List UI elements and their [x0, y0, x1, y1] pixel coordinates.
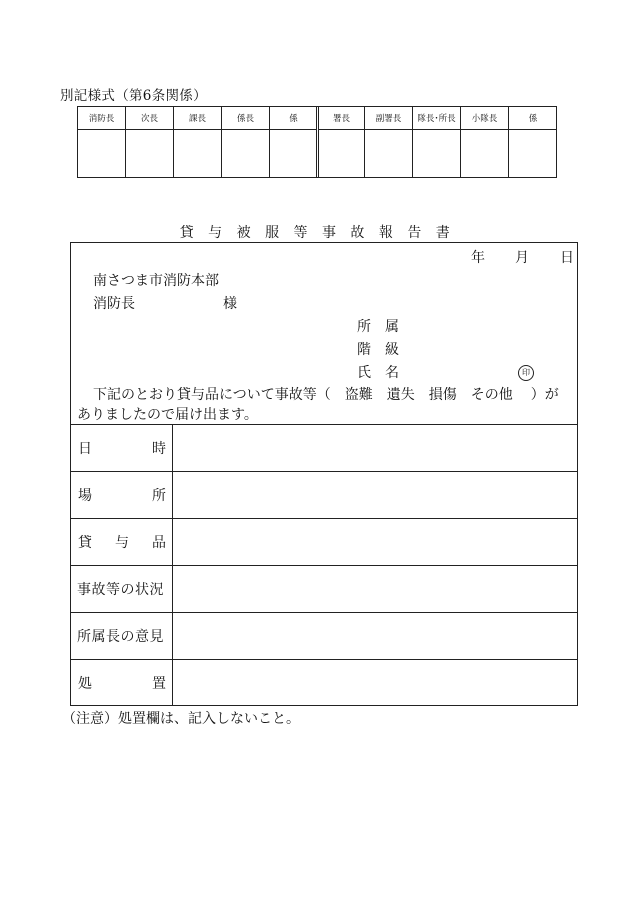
- situation-field[interactable]: [173, 566, 578, 613]
- row-label-item: 貸 与 品: [71, 519, 173, 566]
- date-day[interactable]: 日: [560, 250, 574, 266]
- request-section: [71, 243, 577, 425]
- stamp-header: 次長: [126, 107, 173, 130]
- stamp-cell[interactable]: [412, 107, 460, 177]
- stamp-header: 小隊長: [461, 107, 508, 130]
- rank-label: 階 級: [357, 342, 399, 358]
- stamp-cell[interactable]: [221, 107, 269, 177]
- body-line1: 下記のとおり貸与品について事故等（ 盗難 遺失 損傷 その他 ）が: [93, 387, 559, 403]
- form-heading: 別記様式（第6条関係）: [60, 88, 207, 104]
- stamp-cell[interactable]: [125, 107, 173, 177]
- stamp-cell[interactable]: [460, 107, 508, 177]
- stamp-header: 隊長･所長: [413, 107, 460, 130]
- report-form: [70, 242, 578, 706]
- table-row: [71, 472, 577, 519]
- option-other[interactable]: その他: [470, 387, 513, 403]
- stamp-cell[interactable]: [269, 107, 317, 177]
- stamp-cell[interactable]: [173, 107, 221, 177]
- stamp-cell[interactable]: [364, 107, 412, 177]
- row-label-opinion: 所属長の意見: [71, 613, 173, 660]
- stamp-header: 署長: [319, 107, 364, 130]
- opinion-field[interactable]: [173, 613, 578, 660]
- table-row: [71, 613, 577, 660]
- stamp-cell[interactable]: [78, 107, 125, 177]
- addressee-title: 消防長: [93, 296, 135, 312]
- addressee-honorific: 様: [223, 296, 237, 312]
- option-loss[interactable]: 遺失: [386, 387, 415, 403]
- row-label-situation: 事故等の状況: [71, 566, 173, 613]
- detail-table: [71, 424, 577, 706]
- stamp-header: 消防長: [78, 107, 125, 130]
- stamp-cell[interactable]: [508, 107, 557, 177]
- seal-mark: 印: [518, 363, 534, 381]
- table-row: [71, 519, 577, 566]
- affiliation-label: 所 属: [357, 319, 399, 335]
- stamp-cell[interactable]: [316, 107, 364, 177]
- name-label: 氏 名: [357, 365, 399, 381]
- body-line2: ありましたので届け出ます。: [77, 407, 258, 423]
- option-damage[interactable]: 損傷: [428, 387, 457, 403]
- stamp-header: 係: [509, 107, 557, 130]
- place-field[interactable]: [173, 472, 578, 519]
- addressee-org: 南さつま市消防本部: [93, 273, 219, 289]
- disposition-field[interactable]: [173, 660, 578, 707]
- stamp-header: 係長: [222, 107, 269, 130]
- stamp-header: 副署長: [365, 107, 412, 130]
- stamp-header: 係: [270, 107, 317, 130]
- item-field[interactable]: [173, 519, 578, 566]
- datetime-field[interactable]: [173, 425, 578, 472]
- row-label-place: 場 所: [71, 472, 173, 519]
- date-month[interactable]: 月: [515, 250, 529, 266]
- table-row: [71, 425, 577, 472]
- approval-stamp-grid: [77, 106, 557, 178]
- row-label-disposition: 処 置: [71, 660, 173, 707]
- option-theft[interactable]: 盗難: [344, 387, 373, 403]
- document-title: 貸 与 被 服 等 事 故 報 告 書: [179, 225, 451, 241]
- stamp-header: 課長: [174, 107, 221, 130]
- table-row: [71, 660, 577, 707]
- row-label-datetime: 日 時: [71, 425, 173, 472]
- note-text: （注意）処置欄は、記入しないこと。: [62, 711, 300, 727]
- table-row: [71, 566, 577, 613]
- date-year[interactable]: 年: [471, 250, 485, 266]
